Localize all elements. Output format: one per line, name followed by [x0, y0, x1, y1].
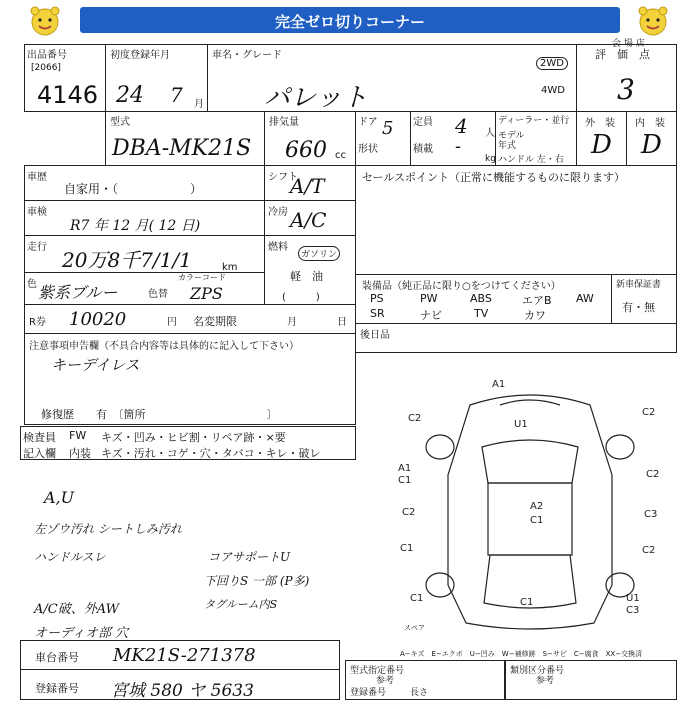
- name-label: 車名・グレード: [212, 50, 282, 61]
- ac-label: 冷房: [268, 207, 288, 218]
- score-label: 評 価 点: [595, 48, 650, 61]
- cap-value: 4: [455, 114, 468, 138]
- model-box: [105, 111, 265, 166]
- displacement-box: [264, 111, 356, 166]
- banner-bar: [80, 7, 620, 33]
- disp-label: 排気量: [269, 117, 299, 128]
- diagram-legend: A−キズ E−エクボ U−凹み W−補修跡 S−サビ C−腐食 XX−交換済: [400, 650, 643, 658]
- int-label: 内 装: [635, 118, 665, 129]
- score-box: [576, 44, 677, 112]
- damage-mark: C2: [642, 545, 656, 556]
- score-value: 3: [617, 73, 635, 106]
- equip-sr: SR: [370, 307, 385, 320]
- damage-mark: C1: [398, 475, 412, 486]
- colorcode-label: 色替: [148, 289, 168, 300]
- hw-note: A/C破、外AW: [34, 602, 119, 617]
- bear-mascot-icon: [28, 4, 62, 38]
- banner-title: 完全ゼロ切りコーナー: [274, 13, 425, 31]
- damage-mark: C1: [520, 597, 534, 608]
- chassis-value: MK21S-271378: [113, 645, 256, 666]
- equip-leather: カワ: [524, 309, 546, 322]
- damage-mark: A1: [492, 379, 506, 390]
- fuel-gas: ガソリン: [298, 246, 340, 261]
- inspector-label2: 記入欄: [23, 447, 56, 460]
- hw-note: A,U: [44, 488, 75, 507]
- history-label: 車歴: [27, 172, 47, 183]
- int-items-label: 内装: [69, 447, 91, 460]
- chassis-box: [20, 640, 340, 670]
- type-class-sub: 参考: [536, 676, 555, 686]
- recycle-value: 10020: [69, 309, 127, 330]
- meigi-month: 月: [287, 317, 297, 328]
- hw-note: 下回りS 一部 (P多): [204, 574, 310, 588]
- reg-date-box: [105, 44, 208, 112]
- chassis-label: 車台番号: [35, 651, 79, 664]
- damage-mark: C2: [642, 407, 656, 418]
- reg-label: 初度登録年月: [110, 50, 170, 61]
- damage-mark: C3: [626, 605, 640, 616]
- equip-airbag: エアB: [522, 294, 552, 307]
- ext-grade: D: [591, 130, 612, 160]
- dealer-label: ディーラー・並行: [498, 116, 570, 126]
- equip-aw: AW: [576, 292, 594, 305]
- equip-abs: ABS: [470, 292, 492, 305]
- hw-note: コアサポートU: [208, 550, 291, 564]
- hw-note: タグルーム内S: [204, 598, 278, 611]
- fw-label: FW: [69, 429, 87, 442]
- model-value: DBA-MK21S: [112, 136, 252, 161]
- cap-label: 定員: [413, 117, 433, 128]
- int-grade: D: [641, 130, 662, 160]
- sales-box: [355, 165, 677, 275]
- reg-month: 7: [170, 83, 183, 107]
- inspection-value: R7 年 12 月( 12 日): [70, 218, 201, 234]
- capacity-box: [410, 111, 496, 166]
- equipment-box: [355, 274, 612, 324]
- damage-mark: C2: [402, 507, 416, 518]
- venue-label: 会 場 店: [612, 39, 645, 49]
- seat-box: [355, 323, 677, 353]
- door-label: ドア: [358, 117, 378, 128]
- damage-mark: C1: [400, 543, 414, 554]
- reg-year: 24: [116, 83, 144, 108]
- repair-label: 修復歴 有 〔箇所 〕: [41, 408, 278, 421]
- reg-number-value: 宮城 580 ヤ 5633: [111, 681, 254, 701]
- recycle-box: [24, 304, 356, 334]
- sales-label: セールスポイント（正常に機能するものに限ります）: [362, 171, 626, 184]
- dealer-box: [495, 111, 577, 166]
- car-damage-diagram: [380, 365, 700, 645]
- damage-mark: C1: [410, 593, 424, 604]
- reg-number-label: 登録番号: [35, 682, 79, 695]
- damage-mark: U1: [514, 419, 528, 430]
- shape-label: 形状: [358, 144, 378, 155]
- inspection-label: 車検: [27, 207, 47, 218]
- color-value: 紫系ブルー: [38, 283, 118, 302]
- length-label: 長さ: [410, 688, 429, 698]
- type-spec-sub: 参考: [376, 676, 395, 686]
- colorcode-head: カラーコード: [178, 273, 226, 282]
- type-spec-box: [345, 660, 505, 700]
- warranty-value: 有・無: [622, 301, 655, 314]
- twowd: 2WD: [536, 57, 568, 70]
- notes-value: キーデイレス: [51, 356, 140, 374]
- load-unit: kg: [485, 154, 496, 164]
- mileage-unit: km: [222, 262, 238, 273]
- hw-note: オーディオ部 穴: [34, 626, 129, 641]
- fuel-diesel: 軽 油: [290, 270, 323, 283]
- model-year-label: モデル: [498, 131, 525, 141]
- model-year-label2: 年式: [498, 141, 517, 151]
- damage-mark: C2: [646, 469, 660, 480]
- disp-value: 660: [285, 138, 327, 163]
- shift-value: A/T: [290, 174, 325, 198]
- fuel-label: 燃料: [268, 242, 288, 253]
- name-box: [207, 44, 577, 112]
- recycle-label: R券: [29, 317, 46, 328]
- disp-unit: cc: [335, 150, 346, 161]
- equip-navi: ナビ: [420, 309, 442, 322]
- reg-month-unit: 月: [194, 99, 204, 110]
- fourwd: 4WD: [541, 85, 565, 96]
- spare-label: スペア: [404, 624, 425, 632]
- load-value: -: [455, 136, 462, 157]
- registration-box: [20, 669, 340, 700]
- damage-mark: C1: [530, 515, 544, 526]
- shift-label: シフト: [268, 172, 298, 183]
- hw-note: 左ゾウ汚れ シートしみ汚れ: [34, 522, 182, 536]
- mileage-value: 20万8千7/1/1: [62, 248, 192, 272]
- equip-tv: TV: [474, 307, 489, 320]
- ext-grade-box: [576, 111, 627, 166]
- equip-pw: PW: [420, 292, 438, 305]
- type-spec-label: 型式指定番号: [350, 666, 405, 676]
- damage-mark: A1: [398, 463, 412, 474]
- equipment-label: 装備品（純正品に限り○をつけてください）: [362, 281, 561, 292]
- type-class-box: [505, 660, 677, 700]
- int-grade-box: [626, 111, 677, 166]
- meigi-label: 名変期限: [193, 315, 237, 328]
- cap-unit: 人: [485, 128, 495, 139]
- lot-label: 出品番号: [27, 50, 67, 61]
- lot-number: 4146: [37, 81, 99, 109]
- door-box: [355, 111, 411, 166]
- damage-mark: C3: [644, 509, 658, 520]
- history-value: 自家用・（ ）: [64, 182, 203, 196]
- ac-value: A/C: [290, 208, 327, 232]
- equip-ps: PS: [370, 292, 384, 305]
- reg-num-small-label: 登録番号: [350, 688, 387, 698]
- fw-items: キズ・凹み・ヒビ割・リペア跡・×要: [101, 431, 286, 444]
- int-items: キズ・汚れ・コゲ・穴・タバコ・キレ・破レ: [101, 447, 321, 460]
- mileage-label: 走行: [27, 242, 47, 253]
- warranty-label: 新車保証書: [616, 280, 662, 290]
- damage-mark: A2: [530, 501, 544, 512]
- notes-label: 注意事項申告欄（不具合内容等は具体的に記入して下さい）: [29, 341, 299, 352]
- load-label: 積載: [413, 144, 433, 155]
- type-class-label: 類別区分番号: [510, 666, 565, 676]
- handle-label: ハンドル 左・右: [498, 155, 564, 165]
- meigi-day: 日: [337, 317, 347, 328]
- damage-mark: U1: [626, 593, 640, 604]
- model-label: 型式: [110, 117, 130, 128]
- hw-note: ハンドルスレ: [34, 550, 106, 564]
- ext-label: 外 装: [585, 118, 615, 129]
- color-label: 色: [27, 279, 37, 290]
- name-value: パレット: [264, 83, 368, 113]
- notes-box: [24, 333, 356, 425]
- lot-sub: [2066]: [31, 63, 61, 73]
- damage-mark: C2: [408, 413, 422, 424]
- header-banner: [0, 0, 700, 40]
- bear-mascot-icon: [636, 4, 670, 38]
- seat-label: 後日品: [360, 330, 390, 341]
- inspector-label1: 検査員: [23, 431, 56, 444]
- lot-box: [24, 44, 106, 112]
- fuel-paren: ( ): [282, 292, 320, 303]
- inspector-box: [20, 426, 356, 460]
- colorcode-value: ZPS: [190, 284, 223, 303]
- recycle-unit: 円: [167, 317, 177, 328]
- door-value: 5: [382, 118, 394, 139]
- warranty-box: [611, 274, 677, 324]
